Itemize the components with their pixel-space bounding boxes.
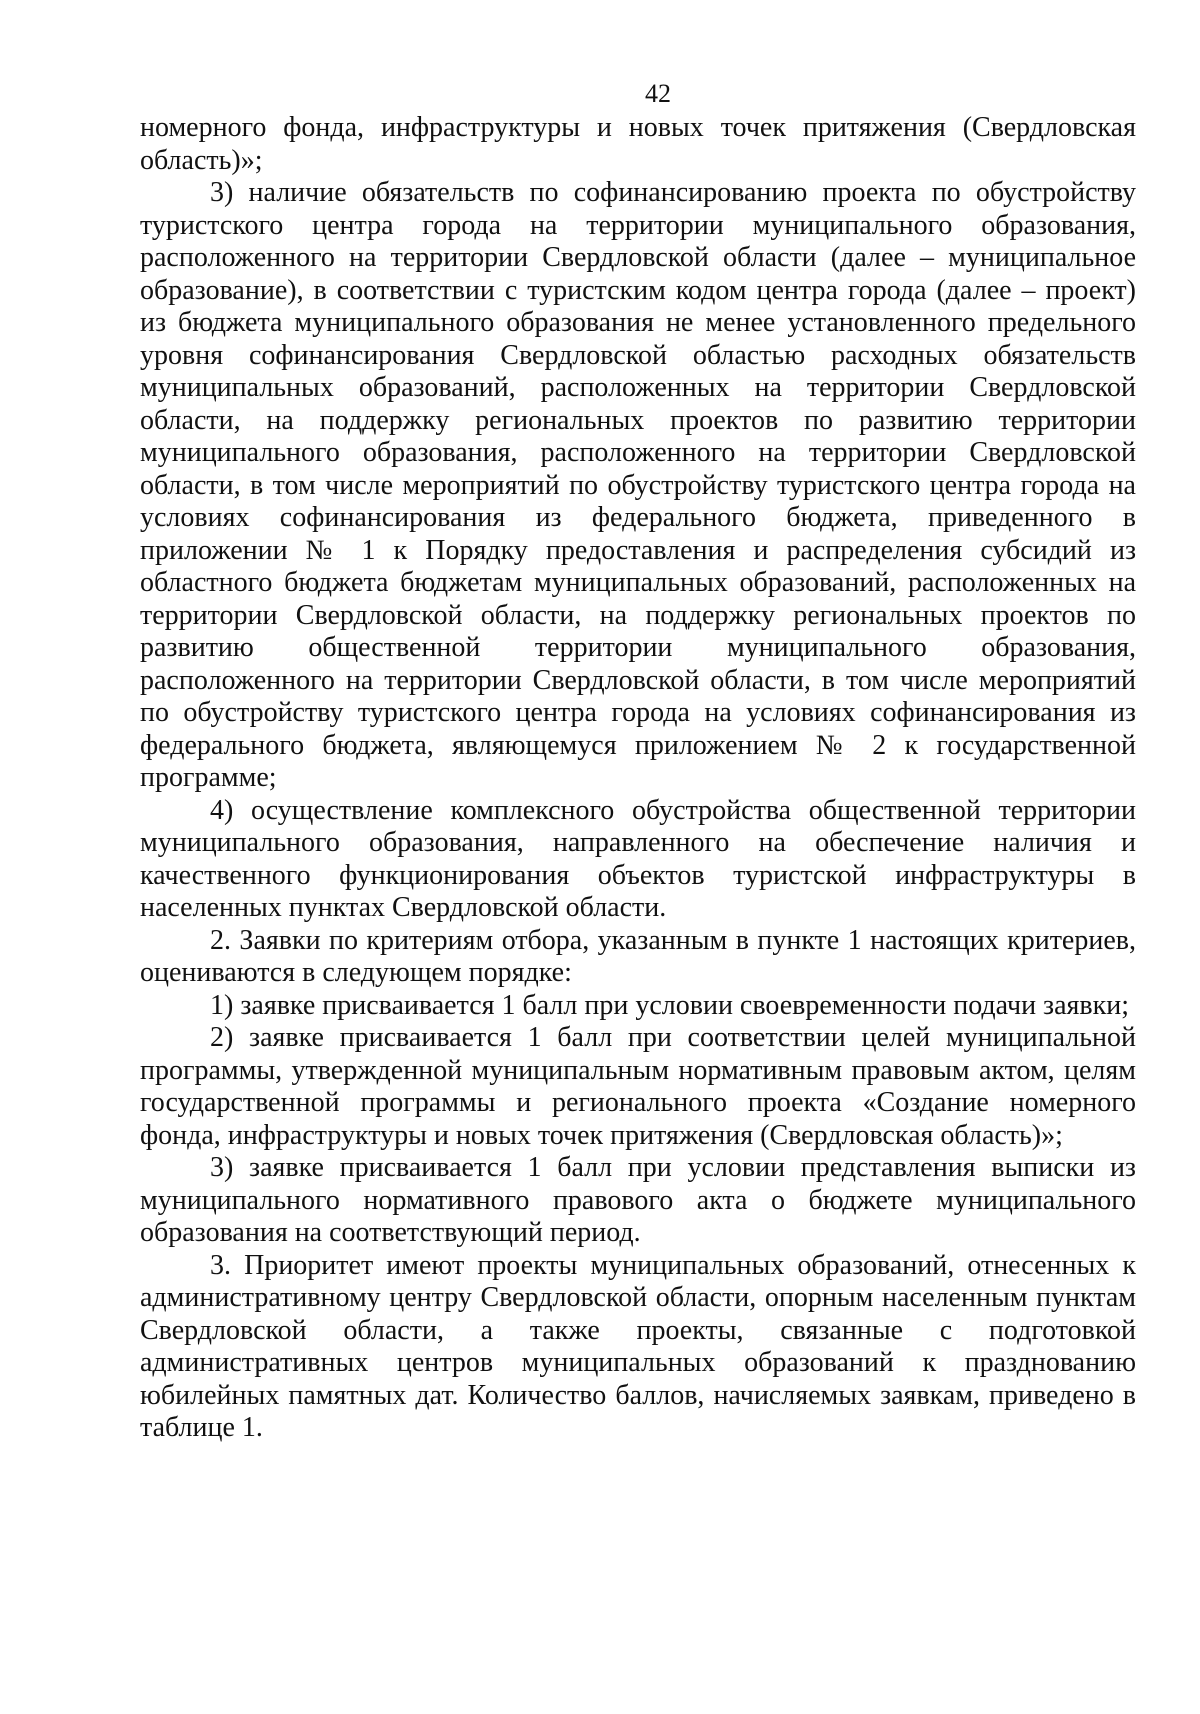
paragraph-section-2-evaluation: 2. Заявки по критериям отбора, указанным в пункте 1 настоящих критериев, оцениваются в следующем порядке: [140, 924, 1136, 988]
paragraph-criterion-1: 1) заявке присваивается 1 балл при условии своевременности подачи заявки; [210, 989, 1130, 1021]
paragraph-item-3-cofinancing: 3) наличие обязательств по софинансированию проекта по обустройству туристского центра города на территории муниципального образования, расположенного на территории Свердловской области (далее – муниципальное образование), в соответствии с туристским кодом центра города (далее – проект) из бюджета муниципального образования не менее установленного предельного уровня софинансирования Свердловской областью расходных обязательств муниципальных образований, расположенных на территории Свердловской области, на поддержку региональных проектов по развитию территории муниципального образования, расположенного на территории Свердловской области, в том числе мероприятий по обустройству туристского центра города на условиях софинансирования из федерального бюджета, приведенного в приложении № 1 к Порядку предоставления и распределения субсидий из областного бюджета бюджетам муниципальных образований, расположенных на территории Свердловской области, на поддержку региональных проектов по развитию общественной территории муниципального образования, расположенного на территории Свердловской области, в том числе мероприятий по обустройству туристского центра города на условиях софинансирования из федерального бюджета, являющемуся приложением № 2 к государственной программе; [140, 177, 1136, 793]
paragraph-item-4-infrastructure: 4) осуществление комплексного обустройства общественной территории муниципального образования, направленного на обеспечение наличия и качественного функционирования объектов туристской инфраструктуры в населенных пунктах Свердловской области. [140, 794, 1136, 923]
paragraph-criterion-2: 2) заявке присваивается 1 балл при соответствии целей муниципальной программы, утвержденной муниципальным нормативным правовым актом, целям государственной программы и регионального проекта «Создание номерного фонда, инфраструктуры и новых точек притяжения (Свердловская область)»; [140, 1022, 1136, 1151]
page-number: 42 [645, 79, 671, 108]
paragraph-continuation: номерного фонда, инфраструктуры и новых точек притяжения (Свердловская область)»; [140, 112, 1136, 176]
paragraph-criterion-3: 3) заявке присваивается 1 балл при условии представления выписки из муниципального нормативного правового акта о бюджете муниципального образования на соответствующий период. [140, 1152, 1136, 1248]
document-page [140, 78, 1136, 1445]
paragraph-section-3-priority: 3. Приоритет имеют проекты муниципальных образований, отнесенных к административному центру Свердловской области, опорным населенным пунктам Свердловской области, а также проекты, связанные с подготовкой административных центров муниципальных образований к празднованию юбилейных памятных дат. Количество баллов, начисляемых заявкам, приведено в таблице 1. [140, 1249, 1136, 1443]
